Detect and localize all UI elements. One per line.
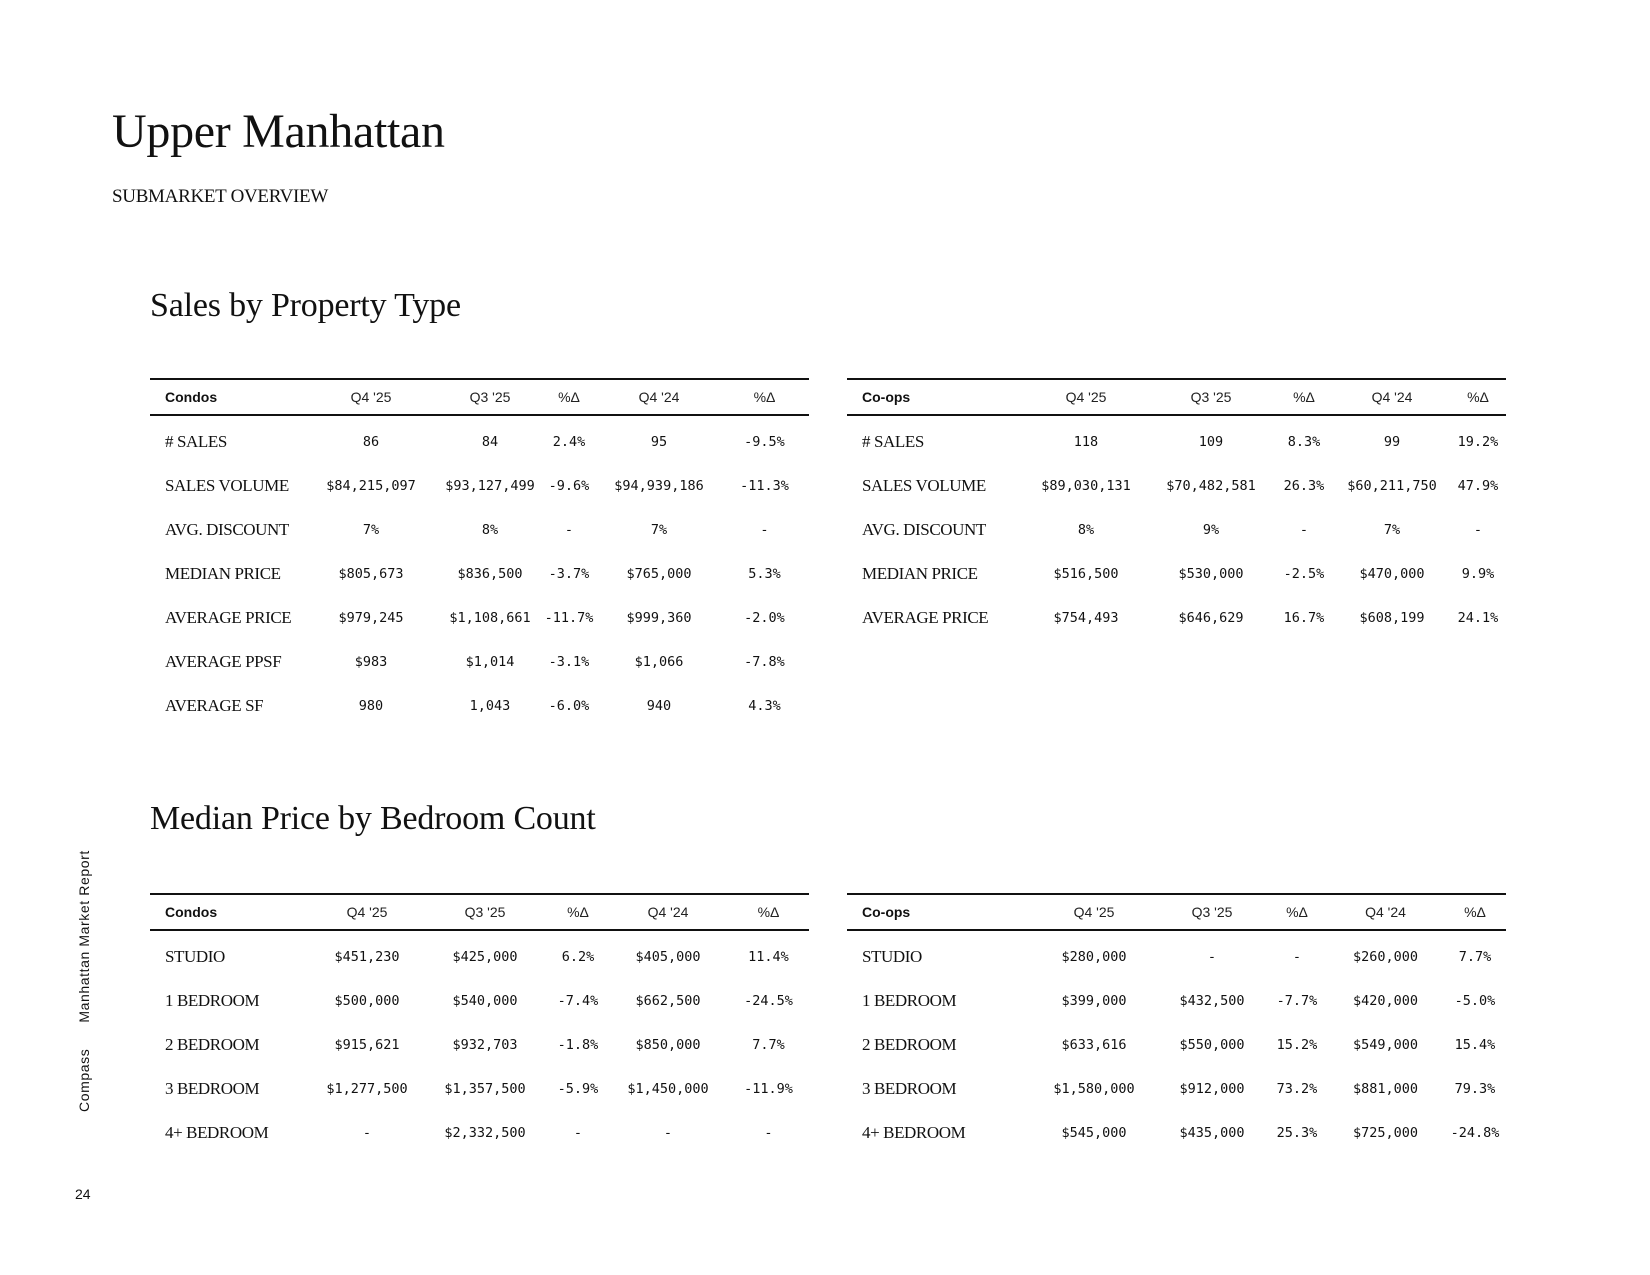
table-cell: 79.3% bbox=[1454, 1081, 1496, 1097]
column-header: Q4 '24 bbox=[1371, 389, 1413, 405]
column-header: Q4 '25 bbox=[346, 904, 388, 920]
table-row bbox=[847, 415, 1506, 464]
table-cell: $530,000 bbox=[1178, 566, 1244, 582]
table-cell: 7.7% bbox=[1458, 949, 1492, 965]
table-cell: $405,000 bbox=[635, 949, 701, 965]
table-cell: $805,673 bbox=[338, 566, 404, 582]
table-header-row bbox=[847, 379, 1506, 415]
table-cell: 2.4% bbox=[552, 434, 586, 450]
column-header: %Δ bbox=[567, 904, 589, 920]
sidebar-report-label bbox=[76, 850, 92, 1112]
table-cell: 84 bbox=[481, 434, 499, 450]
table-grid bbox=[847, 378, 1506, 640]
table-cell: $881,000 bbox=[1352, 1081, 1419, 1097]
coops-bedroom-table bbox=[847, 893, 1506, 1155]
table-cell: 99 bbox=[1383, 434, 1401, 450]
table-cell: 5.3% bbox=[748, 566, 781, 582]
table-cell: $1,014 bbox=[465, 654, 515, 670]
table-row bbox=[847, 1111, 1506, 1155]
row-label: 4+ BEDROOM bbox=[862, 1123, 966, 1142]
table-cell: -5.0% bbox=[1454, 993, 1496, 1009]
table-cell: -11.7% bbox=[544, 610, 594, 626]
table-cell: $516,500 bbox=[1053, 566, 1119, 582]
row-label: STUDIO bbox=[165, 947, 225, 966]
table-cell: - bbox=[573, 1125, 583, 1141]
condos-bedroom-table bbox=[150, 893, 809, 1155]
row-label: 3 BEDROOM bbox=[862, 1079, 957, 1098]
table-cell: 47.9% bbox=[1457, 478, 1499, 494]
row-label: AVERAGE PRICE bbox=[862, 608, 989, 627]
table-header-row bbox=[150, 379, 809, 415]
table-cell: -24.8% bbox=[1450, 1125, 1500, 1141]
table-cell: $912,000 bbox=[1179, 1081, 1245, 1097]
table-category-header: Co-ops bbox=[862, 904, 911, 920]
row-label: SALES VOLUME bbox=[862, 476, 986, 495]
table-cell: 940 bbox=[646, 698, 672, 714]
table-cell: $850,000 bbox=[635, 1037, 701, 1053]
table-cell: $93,127,499 bbox=[445, 478, 535, 494]
table-cell: 19.2% bbox=[1457, 434, 1499, 450]
table-cell: $1,357,500 bbox=[444, 1081, 526, 1097]
table-cell: 9% bbox=[1202, 522, 1220, 538]
table-cell: 7% bbox=[362, 522, 380, 538]
table-row bbox=[150, 1023, 809, 1067]
table-cell: $662,500 bbox=[635, 993, 701, 1009]
table-row bbox=[847, 508, 1506, 552]
row-label: # SALES bbox=[862, 432, 924, 451]
table-cell: 26.3% bbox=[1283, 478, 1325, 494]
brand-name: Compass bbox=[76, 1048, 92, 1112]
table-cell: -9.6% bbox=[548, 478, 590, 494]
table-cell: $470,000 bbox=[1359, 566, 1425, 582]
table-cell: - bbox=[1473, 522, 1483, 538]
table-cell: -24.5% bbox=[744, 993, 793, 1009]
table-grid bbox=[847, 893, 1506, 1155]
column-header: Q4 '24 bbox=[1365, 904, 1406, 920]
table-cell: 8% bbox=[1077, 522, 1095, 538]
table-cell: $280,000 bbox=[1061, 949, 1127, 965]
table-cell: $725,000 bbox=[1352, 1125, 1419, 1141]
table-cell: 15.2% bbox=[1276, 1037, 1318, 1053]
table-cell: -11.9% bbox=[744, 1081, 793, 1097]
table-category-header: Condos bbox=[165, 904, 218, 920]
table-cell: 15.4% bbox=[1454, 1037, 1496, 1053]
table-cell: $979,245 bbox=[338, 610, 404, 626]
table-cell: $999,360 bbox=[626, 610, 692, 626]
row-label: # SALES bbox=[165, 432, 227, 451]
table-row bbox=[847, 1023, 1506, 1067]
row-label: 4+ BEDROOM bbox=[165, 1123, 269, 1142]
column-header: %Δ bbox=[558, 389, 580, 405]
column-header: Q3 '25 bbox=[1191, 904, 1233, 920]
table-row bbox=[847, 930, 1506, 979]
table-cell: $500,000 bbox=[334, 993, 400, 1009]
column-header: Q4 '24 bbox=[638, 389, 680, 405]
column-header: %Δ bbox=[753, 389, 776, 405]
table-row bbox=[847, 979, 1506, 1023]
table-cell: $550,000 bbox=[1179, 1037, 1245, 1053]
table-cell: $1,277,500 bbox=[326, 1081, 408, 1097]
table-cell: $2,332,500 bbox=[444, 1125, 526, 1141]
table-cell: 4.3% bbox=[748, 698, 781, 714]
table-row bbox=[150, 979, 809, 1023]
table-cell: $435,000 bbox=[1179, 1125, 1245, 1141]
table-cell: $1,108,661 bbox=[449, 610, 531, 626]
table-cell: -7.8% bbox=[744, 654, 785, 670]
column-header: Q4 '24 bbox=[647, 904, 689, 920]
section-heading-median-price-by-bedroom: Median Price by Bedroom Count bbox=[150, 800, 596, 837]
table-cell: $633,616 bbox=[1061, 1037, 1127, 1053]
table-category-header: Condos bbox=[165, 389, 218, 405]
table-row bbox=[150, 508, 809, 552]
table-grid bbox=[150, 893, 809, 1155]
row-label: AVG. DISCOUNT bbox=[862, 520, 986, 539]
table-cell: 109 bbox=[1198, 434, 1224, 450]
table-cell: 7% bbox=[650, 522, 668, 538]
table-row bbox=[150, 596, 809, 640]
table-cell: $70,482,581 bbox=[1166, 478, 1256, 494]
table-cell: -3.7% bbox=[548, 566, 590, 582]
table-cell: $1,580,000 bbox=[1053, 1081, 1135, 1097]
table-cell: - bbox=[663, 1125, 673, 1141]
row-label: 2 BEDROOM bbox=[862, 1035, 957, 1054]
table-header-row bbox=[150, 894, 809, 930]
table-cell: $932,703 bbox=[452, 1037, 518, 1053]
row-label: AVERAGE SF bbox=[165, 696, 264, 715]
coops-property-type-table bbox=[847, 378, 1506, 640]
row-label: AVG. DISCOUNT bbox=[165, 520, 289, 539]
column-header: Q3 '25 bbox=[1190, 389, 1232, 405]
row-label: 3 BEDROOM bbox=[165, 1079, 260, 1098]
table-cell: - bbox=[362, 1125, 372, 1141]
table-cell: 118 bbox=[1073, 434, 1099, 450]
table-cell: $451,230 bbox=[334, 949, 400, 965]
row-label: 2 BEDROOM bbox=[165, 1035, 260, 1054]
table-header-row bbox=[847, 894, 1506, 930]
table-category-header: Co-ops bbox=[862, 389, 911, 405]
table-row bbox=[150, 930, 809, 979]
table-cell: - bbox=[760, 522, 769, 538]
section-heading-sales-by-property-type: Sales by Property Type bbox=[150, 287, 461, 324]
table-cell: -7.4% bbox=[557, 993, 599, 1009]
row-label: MEDIAN PRICE bbox=[165, 564, 281, 583]
table-cell: 16.7% bbox=[1283, 610, 1325, 626]
table-cell: $549,000 bbox=[1352, 1037, 1419, 1053]
table-cell: $540,000 bbox=[452, 993, 518, 1009]
table-cell: -11.3% bbox=[740, 478, 789, 494]
table-grid bbox=[150, 378, 809, 728]
report-name: Manhattan Market Report bbox=[76, 850, 92, 1023]
column-header: Q3 '25 bbox=[469, 389, 511, 405]
table-cell: -1.8% bbox=[557, 1037, 599, 1053]
table-cell: -6.0% bbox=[548, 698, 590, 714]
table-cell: $754,493 bbox=[1053, 610, 1119, 626]
table-cell: 11.4% bbox=[748, 949, 789, 965]
table-cell: -3.1% bbox=[548, 654, 590, 670]
table-cell: $608,199 bbox=[1359, 610, 1425, 626]
table-cell: - bbox=[564, 522, 574, 538]
table-row bbox=[150, 1111, 809, 1155]
table-cell: - bbox=[1207, 949, 1217, 965]
table-cell: 980 bbox=[358, 698, 384, 714]
table-cell: $1,450,000 bbox=[627, 1081, 709, 1097]
row-label: 1 BEDROOM bbox=[165, 991, 260, 1010]
condos-property-type-table bbox=[150, 378, 809, 728]
column-header: Q4 '25 bbox=[1073, 904, 1115, 920]
table-row bbox=[847, 464, 1506, 508]
table-cell: $432,500 bbox=[1179, 993, 1245, 1009]
table-row bbox=[150, 415, 809, 464]
table-row bbox=[150, 552, 809, 596]
row-label: AVERAGE PPSF bbox=[165, 652, 282, 671]
column-header: %Δ bbox=[1467, 389, 1489, 405]
table-cell: $84,215,097 bbox=[326, 478, 416, 494]
table-cell: 95 bbox=[650, 434, 668, 450]
column-header: %Δ bbox=[1464, 904, 1486, 920]
table-cell: 1,043 bbox=[469, 698, 511, 714]
column-header: Q4 '25 bbox=[1065, 389, 1107, 405]
table-cell: -2.0% bbox=[744, 610, 785, 626]
table-cell: $1,066 bbox=[634, 654, 684, 670]
row-label: MEDIAN PRICE bbox=[862, 564, 978, 583]
table-cell: -7.7% bbox=[1276, 993, 1318, 1009]
table-cell: 73.2% bbox=[1276, 1081, 1318, 1097]
table-cell: $399,000 bbox=[1061, 993, 1127, 1009]
table-cell: -9.5% bbox=[744, 434, 785, 450]
table-cell: $420,000 bbox=[1352, 993, 1419, 1009]
row-label: 1 BEDROOM bbox=[862, 991, 957, 1010]
table-cell: 8.3% bbox=[1287, 434, 1321, 450]
table-cell: $765,000 bbox=[626, 566, 692, 582]
table-cell: 6.2% bbox=[561, 949, 595, 965]
column-header: %Δ bbox=[1286, 904, 1308, 920]
table-cell: -5.9% bbox=[557, 1081, 599, 1097]
table-cell: $89,030,131 bbox=[1041, 478, 1131, 494]
column-header: Q4 '25 bbox=[350, 389, 392, 405]
table-cell: $836,500 bbox=[457, 566, 523, 582]
table-row bbox=[150, 684, 809, 728]
table-cell: - bbox=[1299, 522, 1309, 538]
table-row bbox=[847, 552, 1506, 596]
table-cell: $94,939,186 bbox=[614, 478, 704, 494]
column-header: Q3 '25 bbox=[464, 904, 506, 920]
table-cell: 9.9% bbox=[1461, 566, 1495, 582]
row-label: STUDIO bbox=[862, 947, 922, 966]
table-cell: -2.5% bbox=[1283, 566, 1325, 582]
table-cell: $915,621 bbox=[334, 1037, 400, 1053]
column-header: %Δ bbox=[1293, 389, 1315, 405]
table-cell: 8% bbox=[481, 522, 499, 538]
column-header: %Δ bbox=[757, 904, 780, 920]
table-row bbox=[847, 1067, 1506, 1111]
page-subtitle: SUBMARKET OVERVIEW bbox=[112, 186, 328, 207]
row-label: SALES VOLUME bbox=[165, 476, 289, 495]
table-cell: $260,000 bbox=[1352, 949, 1419, 965]
table-cell: $425,000 bbox=[452, 949, 518, 965]
table-row bbox=[847, 596, 1506, 640]
table-cell: 25.3% bbox=[1276, 1125, 1318, 1141]
table-cell: $545,000 bbox=[1061, 1125, 1127, 1141]
page-title: Upper Manhattan bbox=[112, 105, 445, 158]
table-cell: 86 bbox=[362, 434, 380, 450]
table-cell: 7% bbox=[1383, 522, 1401, 538]
row-label: AVERAGE PRICE bbox=[165, 608, 292, 627]
table-cell: $646,629 bbox=[1178, 610, 1244, 626]
table-cell: $983 bbox=[354, 654, 388, 670]
table-cell: 7.7% bbox=[752, 1037, 785, 1053]
table-cell: 24.1% bbox=[1457, 610, 1499, 626]
table-row bbox=[150, 640, 809, 684]
table-cell: - bbox=[1292, 949, 1302, 965]
table-cell: - bbox=[764, 1125, 773, 1141]
table-row bbox=[150, 464, 809, 508]
table-cell: $60,211,750 bbox=[1347, 478, 1437, 494]
table-row bbox=[150, 1067, 809, 1111]
page-number: 24 bbox=[75, 1186, 91, 1202]
